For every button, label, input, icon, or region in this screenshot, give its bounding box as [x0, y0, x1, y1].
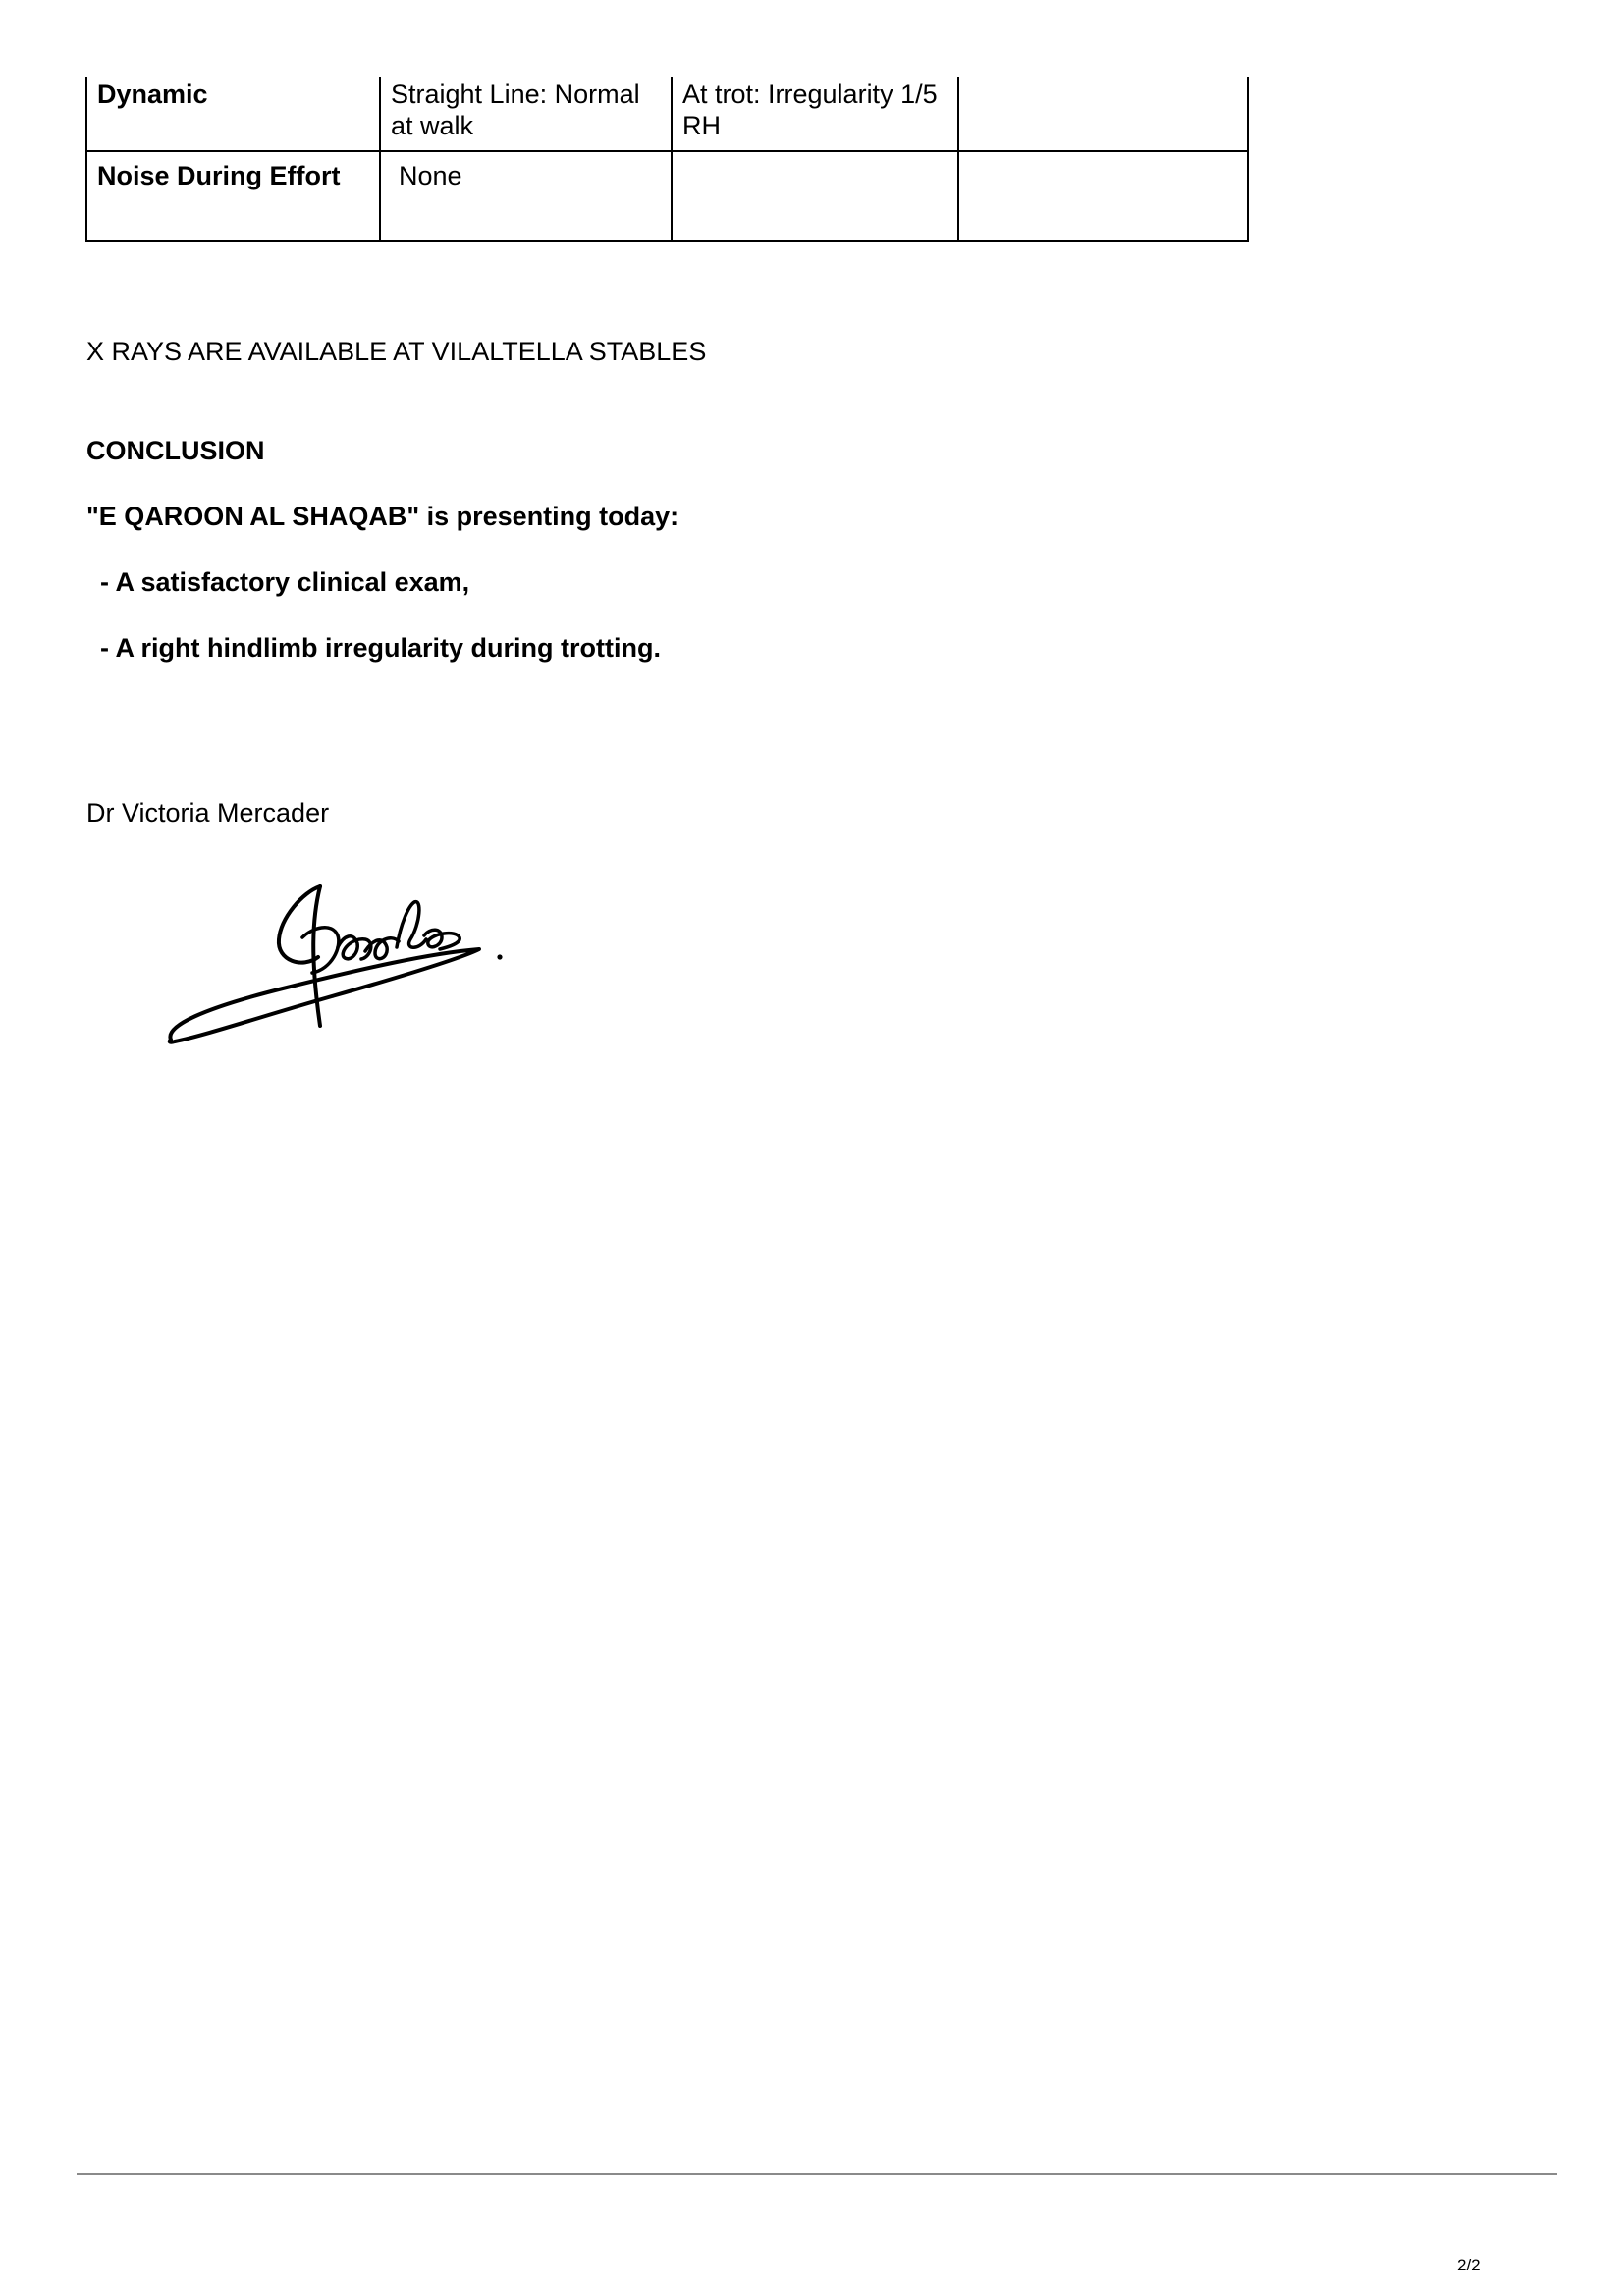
- table-cell: [958, 77, 1248, 151]
- table-cell: [672, 151, 958, 241]
- table-cell: Straight Line: Normal at walk: [380, 77, 672, 151]
- table-row-noise: [86, 151, 1248, 241]
- table-cell: [958, 151, 1248, 241]
- signatory-name: Dr Victoria Mercader: [86, 798, 330, 828]
- conclusion-point: - A right hindlimb irregularity during trotting.: [100, 633, 661, 663]
- row-label: Noise During Effort: [86, 151, 380, 241]
- conclusion-heading: CONCLUSION: [86, 436, 265, 465]
- footer-divider: [77, 2173, 1557, 2175]
- xray-note: X RAYS ARE AVAILABLE AT VILALTELLA STABLES: [86, 337, 707, 366]
- table-cell: None: [380, 151, 672, 241]
- conclusion-intro: "E QAROON AL SHAQAB" is presenting today:: [86, 502, 679, 531]
- table-row-dynamic: [86, 77, 1248, 151]
- page-number: 2/2: [1457, 2256, 1481, 2274]
- exam-table: [85, 77, 1249, 242]
- conclusion-point: - A satisfactory clinical exam,: [100, 567, 470, 597]
- row-label: Dynamic: [86, 77, 380, 151]
- handwritten-signature: [165, 879, 509, 1055]
- table-cell: At trot: Irregularity 1/5 RH: [672, 77, 958, 151]
